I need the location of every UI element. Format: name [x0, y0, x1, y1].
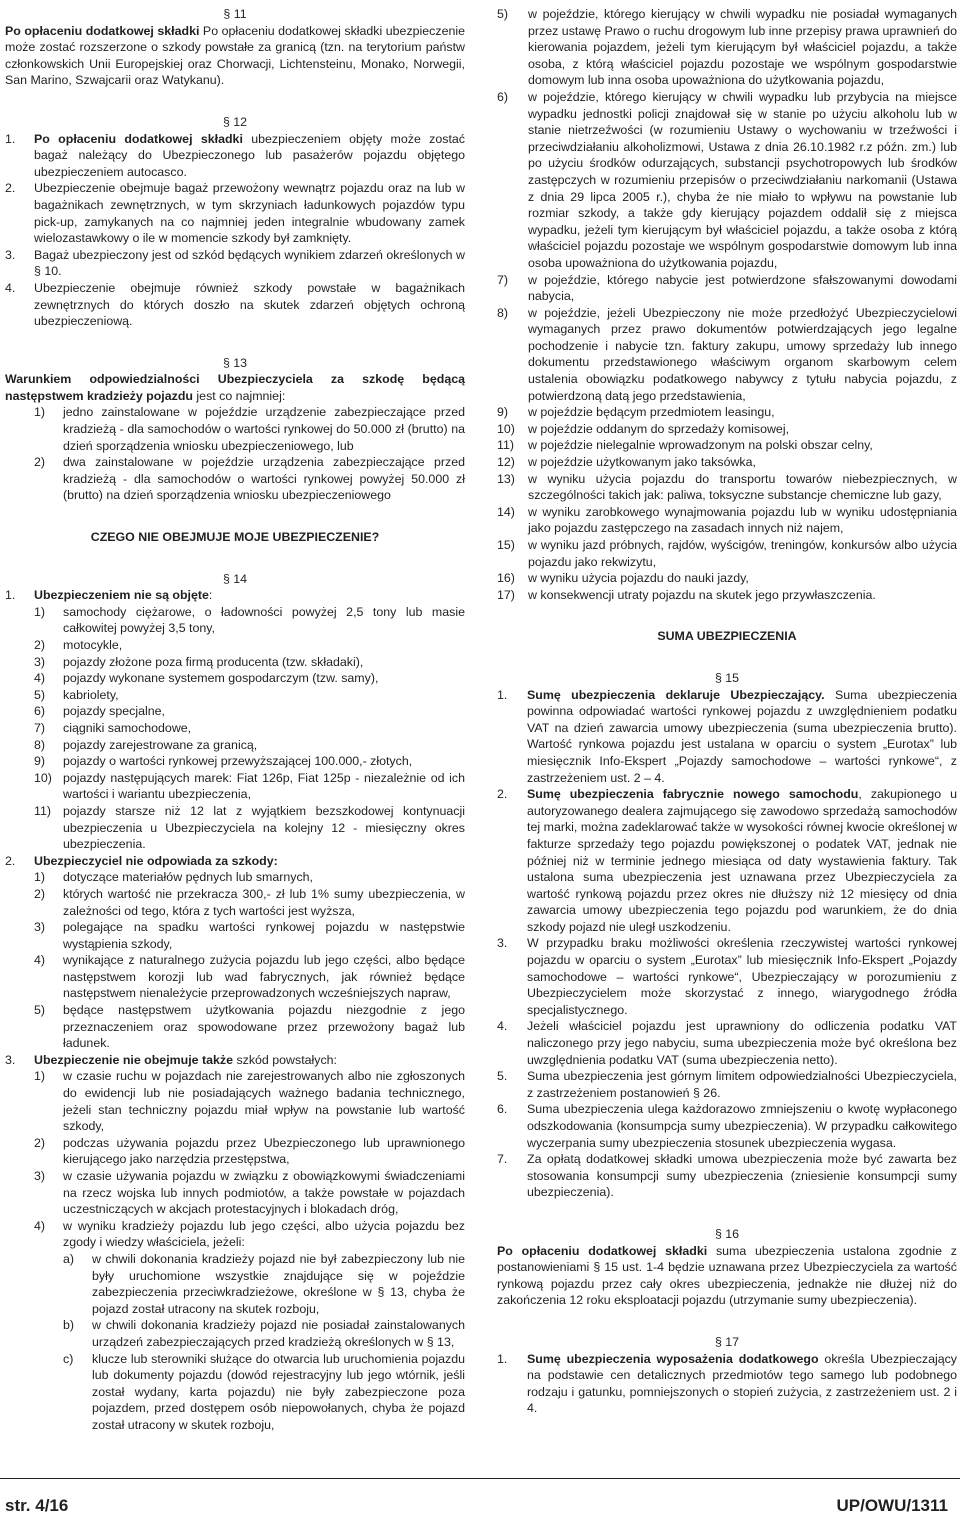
list-item	[5, 886, 465, 919]
list-text: w pojeździe oddanym do sprzedaży komisowej,	[528, 421, 790, 436]
list-text: pojazdy następujących marek: Fiat 126p, Fiat 125p - niezależnie od ich wartości i wariantu ubezpieczenia,	[63, 770, 465, 802]
list-number: 11)	[34, 803, 51, 818]
list-text: pojazdy złożone poza firmą producenta (tzw. składaki),	[63, 654, 364, 669]
list-item	[497, 437, 957, 454]
section-title: CZEGO NIE OBEJMUJE MOJE UBEZPIECZENIE?	[90, 530, 380, 545]
bold-lead: Sumę ubezpieczenia fabrycznie nowego samochodu	[527, 787, 859, 802]
list-item	[5, 280, 465, 330]
list-number: 3)	[34, 920, 46, 935]
list-text: w pojeździe, którego nabycie jest potwierdzone sfałszowanymi dowodami nabycia,	[528, 272, 957, 304]
list-text: Ubezpieczeniem nie są objęte:	[34, 588, 213, 603]
footer-rule	[0, 1478, 960, 1479]
list-text: Ubezpieczenie nie obejmuje także szkód powstałych:	[34, 1052, 338, 1067]
list-number: 7.	[497, 1152, 508, 1167]
list-item	[5, 753, 465, 770]
list-text: Sumę ubezpieczenia fabrycznie nowego samochodu, zakupionego u autoryzowanego dealera zajmującego się zawodowo sprzedażą samochodów tej marki, można zadeklarować także w wysokości równej kwocie określonej w fakturze sprzedaży tego pojazdu powiększonej o podatek VAT, jednak nie później niż w terminie jednego miesiąca od daty wystawienia faktury. Tak ustalona suma ubezpieczenia jest uznawana przez Ubezpieczyciela za wartość rynkową pojazdu przez okres nie dłuższy niż 12 miesięcy od dnia zawarcia umowy ubezpieczenia tego pojazdu pod warunkiem, że do dnia szkody pojazd nie uległ uszkodzeniu.	[527, 787, 957, 934]
list-text: w pojeździe, którego kierujący w chwili wypadku lub przybycia na miejsce wypadku jednostki policji znajdował się w stanie po użyciu alkoholu lub w stanie nietrzeźwości (w rozumieniu Ustawy o wychowaniu w trzeźwości i przeciwdziałaniu alkoholizmowi, Ustawa z dnia 26.10.1982 r.z późn. zm.) lub po użyciu środków odurzających, substancji psychotropowych lub środków zastępczych w rozumieniu przepisów o przeciwdziałaniu narkomanii (Ustawa z dnia 29 lipca 2005 r.), chyba że nie miało to wpływu na powstanie lub rozmiar szkody, a także gdy kierujący pojazdem oddalił się z miejsca wypadku, jeżeli tym kierującym był właściciel pojazdu, a także osoba z którą właściciel pojazdu pozostaje we wspólnym gospodarstwie domowym lub inna osoba upoważniona do użytkowania pojazdu,	[528, 89, 957, 270]
list-item	[5, 454, 465, 504]
list-item	[497, 687, 957, 787]
list-text: w pojeździe użytkowanym jako taksówka,	[528, 455, 756, 470]
bold-lead: Po opłaceniu dodatkowej składki	[5, 23, 200, 38]
list-number: 4)	[34, 671, 46, 686]
list-text: w wyniku jazd próbnych, rajdów, wyścigów, treningów, konkursów albo użycia pojazdu jako rekwizytu,	[528, 538, 957, 569]
list-number: 10)	[497, 421, 515, 436]
list-number: 4)	[34, 1218, 46, 1233]
list-text: pojazdy specjalne,	[63, 704, 165, 719]
list-number: 9)	[497, 405, 509, 420]
section-title: SUMA UBEZPIECZENIA	[657, 629, 797, 644]
list-number: 5)	[497, 7, 509, 21]
list-number: 6)	[497, 89, 509, 104]
spacer	[5, 546, 465, 571]
list-text: których wartość nie przekracza 300,- zł lub 1% sumy ubezpieczenia, w zależności od tego, która z tych wartości jest wyższa,	[63, 886, 465, 918]
list-number: 5.	[497, 1069, 508, 1084]
list-item	[5, 869, 465, 886]
list-text: w pojeździe będącym przedmiotem leasingu,	[528, 405, 775, 420]
list-item	[5, 919, 465, 952]
list-number: 7)	[34, 720, 46, 735]
list-text: będące następstwem użytkowania pojazdu niezgodnie z jego przeznaczeniem oraz spowodowane przez przewożony bagaż lub ładunek.	[63, 1003, 465, 1051]
list-text: motocykle,	[63, 638, 123, 652]
list-number: 2.	[5, 181, 16, 196]
list-item	[5, 654, 465, 671]
list-item	[5, 952, 465, 1002]
list-text: w wyniku kradzieży pojazdu lub jego części, albo użycia pojazdu bez zgody i wiedzy właściciela, jeżeli:	[63, 1218, 465, 1250]
list-item	[497, 537, 957, 570]
spacer	[5, 89, 465, 114]
bold-lead: Sumę ubezpieczenia deklaruje Ubezpieczający.	[527, 687, 825, 702]
list-number: 1.	[5, 131, 16, 146]
list-number: 2)	[34, 638, 46, 652]
bold-lead: Po opłaceniu dodatkowej składki	[34, 131, 252, 146]
list-text: Sumę ubezpieczenia deklaruje Ubezpieczający. Suma ubezpieczenia powinna odpowiadać wartości rynkowej pojazdu z uwzględnieniem podatku VAT na dzień zawarcia umowy ubezpieczenia (suma ubezpieczenia brutto). Wartość rynkowa pojazdu jest ustalana w oparciu o system „Eurotax” lub miesięcznik Info-Ekspert „Pojazdy samochodowe – wartości rynkowe“, z zastrzeżeniem ust. 2 – 4.	[527, 687, 957, 785]
list-text: wynikające z naturalnego zużycia pojazdu lub jego części, albo będące następstwem korozji lub wad fabrycznych, jak również będące następstwem nienależycie przeprowadzonych wcześniejszych napraw,	[63, 953, 465, 1001]
list-text: w wyniku użycia pojazdu do nauki jazdy,	[528, 571, 749, 586]
list-number: 3.	[5, 1052, 16, 1067]
paragraph: Warunkiem odpowiedzialności Ubezpieczyciela za szkodę będącą następstwem kradzieży pojazdu jest co najmniej:	[5, 372, 465, 403]
list-text: ciągniki samochodowe,	[63, 720, 192, 735]
list-number: 15)	[497, 538, 515, 552]
list-number: 12)	[497, 455, 515, 470]
list-number: 1.	[497, 1351, 508, 1366]
section-number: § 16	[714, 1226, 740, 1241]
list-item	[5, 770, 465, 803]
list-item	[497, 570, 957, 587]
list-number: 4.	[5, 280, 16, 295]
list-text: w wyniku użycia pojazdu do transportu towarów niebezpiecznych, w szczególności takich jak: paliwa, toksyczne substancje chemiczne lub gazy,	[528, 471, 957, 503]
list-number: c)	[63, 1351, 74, 1366]
list-text: podczas używania pojazdu przez Ubezpieczonego lub uprawnionego kierującego jako narzędzia przestępstwa,	[63, 1135, 465, 1167]
bold-lead: Po opłaceniu dodatkowej składki	[497, 1243, 708, 1258]
list-text: w czasie ruchu w pojazdach nie zarejestrowanych albo nie zgłoszonych do ewidencji lub nie posiadających ważnego badania technicznego, jeżeli stan techniczny pojazdu miał wpływ na powstanie lub wartość szkody,	[63, 1069, 465, 1134]
list-number: 13)	[497, 471, 515, 486]
list-text: dwa zainstalowane w pojeździe urządzenia zabezpieczające przed kradzieżą - dla samochodów o wartości rynkowej powyżej 50.000 zł (brutto) na dzień sporządzenia wniosku ubezpieczeniowego	[63, 455, 465, 503]
list-item	[5, 1317, 465, 1350]
page-number: str. 4/16	[5, 1496, 69, 1515]
right-column	[497, 6, 957, 1417]
section-number: § 12	[222, 114, 248, 129]
section-number: § 17	[714, 1334, 740, 1349]
list-item	[5, 131, 465, 181]
list-number: 2.	[5, 853, 16, 868]
list-number: 1)	[34, 870, 46, 885]
list-number: 5)	[34, 687, 46, 702]
list-item	[497, 1018, 957, 1068]
list-text: polegające na spadku wartości rynkowej pojazdu w następstwie wystąpienia szkody,	[63, 920, 465, 951]
list-item	[497, 587, 957, 604]
list-item	[497, 1068, 957, 1101]
list-number: 8)	[497, 305, 509, 320]
list-item	[5, 737, 465, 754]
list-item	[497, 272, 957, 305]
list-text: Suma ubezpieczenia ulega każdorazowo zmniejszeniu o kwotę wypłaconego odszkodowania (konsumpcja sumy ubezpieczenia). W przypadku całkowitego wyczerpania sumy ubezpieczenia stosunek ubezpieczenia wygasa.	[527, 1102, 957, 1150]
spacer	[497, 1201, 957, 1226]
spacer	[497, 603, 957, 628]
list-number: 11)	[497, 438, 514, 453]
list-item	[5, 404, 465, 454]
list-text: Sumę ubezpieczenia wyposażenia dodatkowego określa Ubezpieczający na podstawie cen detalicznych przedmiotów tego samego lub podobnego rodzaju i gatunku, pomniejszonych o stopień zużycia, z zastrzeżeniem ust. 2 i 4.	[527, 1351, 957, 1416]
list-text: w wyniku zarobkowego wynajmowania pojazdu lub w wyniku udostępniania jako pojazdu zastępczego na zasadach innych niż najem,	[528, 504, 957, 536]
list-number: 2)	[34, 886, 46, 901]
list-number: 6.	[497, 1102, 508, 1117]
list-text: pojazdy wykonane systemem gospodarczym (tzw. samy),	[63, 671, 379, 686]
spacer	[497, 645, 957, 670]
list-number: 7)	[497, 272, 509, 287]
paragraph: Po opłaceniu dodatkowej składki suma ubezpieczenia ustalona zgodnie z postanowieniami § 15 ust. 1-4 będzie uznawana przez Ubezpieczyciela za wartość rynkową pojazdu przez cały okres ubezpieczenia, jednakże nie dłużej niż do zakończenia 12 roku eksploatacji pojazdu (utrzymanie sumy ubezpieczenia).	[497, 1243, 957, 1308]
list-text: w pojeździe nielegalnie wprowadzonym na polski obszar celny,	[528, 438, 873, 453]
list-text: Ubezpieczenie obejmuje bagaż przewożony wewnątrz pojazdu oraz na lub w bagażnikach zewnętrznych, w tym skrzyniach ładunkowych pojazdów typu pick-up, zamykanych na co najmniej jeden integralnie wbudowany zamek wielozastawkowy o ile w momencie szkody był zamknięty.	[34, 181, 465, 246]
bold-lead: Ubezpieczyciel nie odpowiada za szkody:	[34, 853, 278, 868]
list-item	[497, 404, 957, 421]
list-item	[5, 180, 465, 246]
list-number: 3)	[34, 654, 46, 669]
list-number: 1.	[497, 687, 508, 702]
list-item	[5, 1068, 465, 1134]
list-item	[5, 1135, 465, 1168]
section-number: § 13	[222, 355, 248, 370]
list-item	[497, 786, 957, 935]
list-item	[5, 1218, 465, 1251]
list-text: Jeżeli właściciel pojazdu jest uprawniony do odliczenia podatku VAT naliczonego przy jego nabyciu, suma ubezpieczenia może być określona bez uwzględnienia podatku VAT (suma ubezpieczenia netto).	[527, 1019, 957, 1067]
list-item	[5, 1168, 465, 1218]
list-text: pojazdy zarejestrowane za granicą,	[63, 737, 258, 752]
list-item	[5, 687, 465, 704]
section-number: § 14	[222, 571, 248, 586]
list-number: 1)	[34, 405, 46, 420]
list-number: 14)	[497, 504, 515, 519]
list-item	[497, 6, 957, 89]
list-text: dotyczące materiałów pędnych lub smarnych,	[63, 870, 313, 885]
list-number: 17)	[497, 587, 515, 602]
list-item	[5, 1251, 465, 1317]
list-text: w chwili dokonania kradzieży pojazd nie był zabezpieczony lub nie były uruchomione wszystkie znajdujące się w pojeździe zabezpieczenia przeciwkradzieżowe, określone w § 13, chyba że pojazd został utracony na skutek rozboju,	[92, 1251, 465, 1316]
list-number: 9)	[34, 754, 46, 769]
list-text: w konsekwencji utraty pojazdu na skutek jego przywłaszczenia.	[528, 587, 876, 602]
list-number: 1)	[34, 1069, 46, 1084]
list-text	[34, 853, 465, 870]
list-item	[497, 1151, 957, 1201]
list-text: Suma ubezpieczenia jest górnym limitem odpowiedzialności Ubezpieczyciela, z zastrzeżeniem postanowień § 26.	[527, 1069, 957, 1100]
bold-lead: Sumę ubezpieczenia wyposażenia dodatkowego	[527, 1351, 819, 1366]
list-item	[497, 305, 957, 405]
list-text: Po opłaceniu dodatkowej składki ubezpieczeniem objęty może zostać bagaż należący do Ubezpieczonego lub pasażerów pojazdu objętego ubezpieczeniem autocasco.	[34, 131, 465, 179]
list-number: 16)	[497, 571, 515, 586]
list-item	[5, 803, 465, 853]
list-number: 4.	[497, 1019, 508, 1034]
list-item	[5, 247, 465, 280]
list-number: 2)	[34, 455, 46, 470]
bold-lead: Ubezpieczeniem nie są objęte	[34, 588, 209, 603]
list-text: w pojeździe, którego kierujący w chwili wypadku nie posiadał wymaganych przez ustawę Prawo o ruchu drogowym lub inne przepisy prawa uprawnień do kierowania pojazdem, jeżeli tym kierującym był właściciel pojazdu, a także osoba, z którą właściciel pojazdu pozostaje we wspólnym gospodarstwie domowym lub inna osoba upoważniona do użytkowania pojazdu,	[528, 7, 957, 88]
list-text: kabriolety,	[63, 687, 119, 702]
list-item	[5, 1052, 465, 1069]
list-text: samochody ciężarowe, o ładowności powyżej 2,5 tony lub masie całkowitej powyżej 3,5 tony,	[63, 604, 465, 636]
list-text: Ubezpieczenie obejmuje również szkody powstałe w bagażnikach zewnętrznych do których doszło na skutek zdarzeń objętych ochroną ubezpieczeniową.	[34, 280, 465, 329]
list-item	[497, 421, 957, 438]
list-item	[497, 1351, 957, 1417]
list-number: 4)	[34, 953, 46, 968]
spacer	[5, 330, 465, 355]
section-number: § 11	[223, 7, 247, 21]
list-number: 2)	[34, 1135, 46, 1150]
list-number: 8)	[34, 737, 46, 752]
bold-lead: Ubezpieczenie nie obejmuje także	[34, 1052, 234, 1067]
left-column	[5, 6, 465, 1434]
list-text: Bagaż ubezpieczony jest od szkód będących wynikiem zdarzeń określonych w § 10.	[34, 247, 465, 279]
list-text: pojazdy starsze niż 12 lat z wyjątkiem bezszkodowej kontynuacji ubezpieczenia u Ubezpieczyciela na kolejny 12 - miesięczny okres ubezpieczenia.	[63, 803, 465, 852]
section-number: § 15	[714, 670, 740, 685]
list-item	[5, 1002, 465, 1052]
list-item	[5, 587, 465, 604]
list-number: 5)	[34, 1003, 46, 1018]
list-text: Za opłatą dodatkowej składki umowa ubezpieczenia może być zawarta bez stosowania konsumpcji sumy ubezpieczenia (zniesienie konsumpcji sumy ubezpieczenia).	[527, 1152, 957, 1200]
list-text: klucze lub sterowniki służące do otwarcia lub uruchomienia pojazdu lub dokumenty pojazdu (dowód rejestracyjny lub jego wtórnik, jeśli został wydany, karta pojazdu) nie były zabezpieczone poza pojazdem, przed dostępem osób niepowołanych, chyba że pojazd został utracony w skutek rozboju,	[92, 1351, 465, 1432]
list-number: 10)	[34, 770, 52, 785]
list-text: jedno zainstalowane w pojeździe urządzenie zabezpieczające przed kradzieżą - dla samochodów o wartości rynkowej do 50.000 zł (brutto) na dzień sporządzenia wniosku ubezpieczeniowego, lub	[63, 405, 465, 453]
list-item	[5, 853, 465, 870]
document-code: UP/OWU/1311	[836, 1496, 948, 1515]
list-number: a)	[63, 1251, 75, 1266]
list-item	[497, 89, 957, 272]
bold-lead: Warunkiem odpowiedzialności Ubezpieczyciela za szkodę będącą następstwem kradzieży pojazdu	[5, 372, 465, 403]
list-item	[5, 670, 465, 687]
list-item	[5, 637, 465, 654]
spacer	[497, 1309, 957, 1334]
list-number: 3)	[34, 1169, 46, 1183]
list-text: W przypadku braku możliwości określenia rzeczywistej wartości rynkowej pojazdu w oparciu o system „Eurotax” lub miesięcznik Info-Ekspert „Pojazdy samochodowe – wartości rynkowe“, Ubezpieczający w porozumieniu z Ubezpieczycielem może skorzystać z innego, wiarygodnego źródła specjalistycznego.	[527, 936, 957, 1017]
list-number: 6)	[34, 704, 46, 719]
list-number: 1.	[5, 588, 16, 603]
list-item	[5, 703, 465, 720]
list-number: 2.	[497, 787, 508, 802]
list-number: 1)	[34, 604, 46, 619]
list-item	[5, 604, 465, 637]
list-text: w pojeździe, jeżeli Ubezpieczony nie może przedłożyć Ubezpieczycielowi wymaganych przez prawo dokumentów potwierdzających jego legalne pochodzenie i nabycie tzn. faktury zakupu, umowy sprzedaży lub innego dokumentu przedstawionego właściwym organom skarbowym celem ustalenia obowiązku podatkowego nabywcy z tytułu nabycia pojazdu, z potwierdzoną datą jego przedstawienia,	[528, 305, 957, 403]
spacer	[5, 504, 465, 529]
list-item	[5, 720, 465, 737]
list-item	[497, 1101, 957, 1151]
list-text: w czasie używania pojazdu w związku z obowiązkowymi świadczeniami na rzecz wojska lub innych podmiotów, a także powstałe w pojazdach uczestniczących w akcjach protestacyjnych i blokadach dróg,	[63, 1169, 465, 1217]
list-item	[5, 1351, 465, 1434]
list-item	[497, 935, 957, 1018]
list-item	[497, 471, 957, 504]
paragraph: Po opłaceniu dodatkowej składki Po opłaceniu dodatkowej składki ubezpieczenie może zostać rozszerzone o szkody powstałe za granicą (tzn. na terytorium państw członkowskich Unii Europejskiej oraz Chorwacji, Lichtensteinu, Monako, Norwegii, San Marino, Szwajcarii oraz Watykanu).	[5, 23, 465, 88]
list-text: w chwili dokonania kradzieży pojazd nie posiadał zainstalowanych urządzeń zabezpieczających przed kradzieżą określonych w § 13,	[92, 1318, 465, 1349]
list-number: b)	[63, 1318, 75, 1333]
list-number: 3.	[5, 247, 16, 262]
list-text: pojazdy o wartości rynkowej przewyższającej 100.000,- złotych,	[63, 754, 413, 769]
list-item	[497, 454, 957, 471]
list-item	[497, 504, 957, 537]
list-number: 3.	[497, 936, 508, 951]
